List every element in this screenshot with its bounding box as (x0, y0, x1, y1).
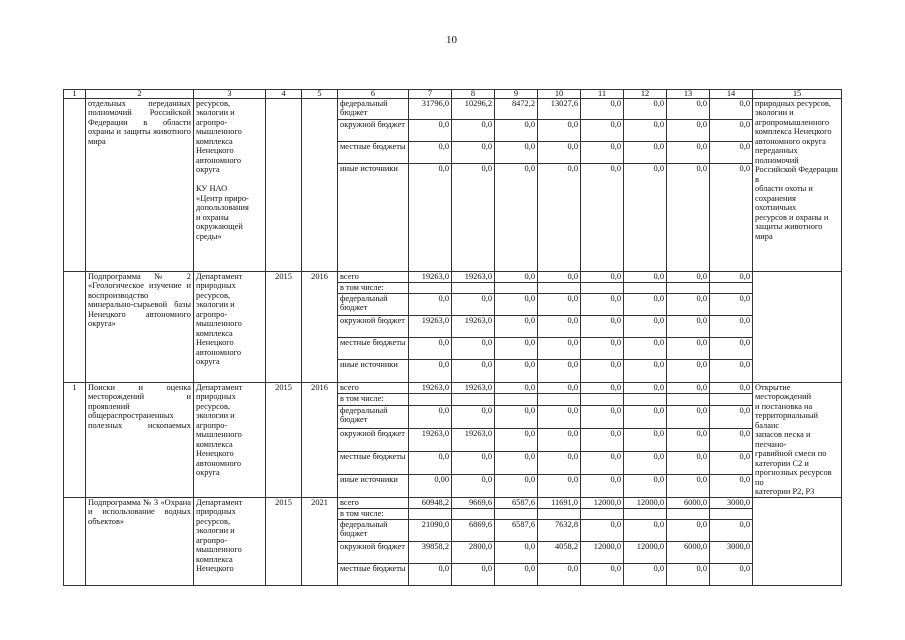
amount-cell: 0,0 (624, 519, 667, 541)
amount-cell (409, 394, 452, 405)
amount-cell: 0,0 (538, 142, 581, 164)
amount-cell: 39858,2 (409, 541, 452, 563)
amount-cell: 0,0 (667, 272, 710, 283)
column-number-4: 4 (266, 90, 302, 99)
row-number-cell (64, 497, 86, 585)
amount-cell: 10296,2 (452, 99, 495, 120)
column-number-9: 9 (495, 90, 538, 99)
amount-cell (495, 508, 538, 519)
amount-cell: 0,0 (624, 451, 667, 474)
amount-cell (538, 394, 581, 405)
amount-cell: 0,0 (538, 316, 581, 338)
table-row (64, 383, 842, 394)
amount-cell: 0,0 (495, 428, 538, 451)
amount-cell: 0,0 (710, 428, 753, 451)
funding-source-cell: иные источники (338, 164, 409, 272)
amount-cell (710, 283, 753, 294)
row-number-cell: 1 (64, 383, 86, 498)
amount-cell: 9669,6 (452, 497, 495, 508)
amount-cell: 19263,0 (452, 272, 495, 283)
amount-cell: 0,0 (581, 405, 624, 428)
amount-cell: 0,0 (581, 316, 624, 338)
table-row (64, 497, 842, 508)
funding-source-cell: в том числе: (338, 508, 409, 519)
column-number-7: 7 (409, 90, 452, 99)
amount-cell: 21090,0 (409, 519, 452, 541)
amount-cell (667, 283, 710, 294)
expected-result-cell: Открытие месторождений и постановка на территориальный баланс запасов песка и песчано- гравийной смеси по категории С2 и прогнозных ресурсов по категории Р2, Р3 (753, 383, 842, 498)
amount-cell: 0,0 (581, 563, 624, 585)
amount-cell: 0,0 (581, 272, 624, 283)
amount-cell: 0,0 (452, 474, 495, 497)
amount-cell (667, 394, 710, 405)
column-number-3: 3 (194, 90, 266, 99)
amount-cell: 0,0 (495, 142, 538, 164)
column-number-12: 12 (624, 90, 667, 99)
amount-cell: 0,0 (667, 563, 710, 585)
amount-cell: 6869,6 (452, 519, 495, 541)
amount-cell: 0,0 (710, 316, 753, 338)
budget-table (63, 89, 842, 586)
funding-source-cell: федеральный бюджет (338, 519, 409, 541)
amount-cell (624, 394, 667, 405)
amount-cell: 0,0 (409, 142, 452, 164)
amount-cell: 0,0 (409, 563, 452, 585)
amount-cell: 0,0 (409, 451, 452, 474)
amount-cell: 0,0 (538, 120, 581, 142)
funding-source-cell: в том числе: (338, 394, 409, 405)
amount-cell (624, 508, 667, 519)
amount-cell: 0,00 (409, 474, 452, 497)
amount-cell: 0,0 (667, 519, 710, 541)
amount-cell: 11691,0 (538, 497, 581, 508)
amount-cell: 0,0 (452, 294, 495, 316)
amount-cell: 0,0 (710, 294, 753, 316)
amount-cell: 0,0 (409, 294, 452, 316)
amount-cell (538, 508, 581, 519)
amount-cell: 0,0 (495, 120, 538, 142)
column-number-5: 5 (302, 90, 338, 99)
amount-cell: 0,0 (538, 272, 581, 283)
amount-cell (710, 394, 753, 405)
end-year-cell (302, 99, 338, 272)
amount-cell: 6587,6 (495, 497, 538, 508)
amount-cell: 0,0 (495, 474, 538, 497)
amount-cell: 0,0 (495, 294, 538, 316)
funding-source-cell: окружной бюджет (338, 316, 409, 338)
column-number-10: 10 (538, 90, 581, 99)
amount-cell: 0,0 (667, 316, 710, 338)
amount-cell: 0,0 (624, 405, 667, 428)
amount-cell: 0,0 (495, 541, 538, 563)
expected-result-cell: природных ресурсов, экологии и агропромышленного комплекса Ненецкого автономного округа переданных полномочий Российской Федерации в области охоты и сохранения охотничьих ресурсов и охраны и защиты животного мира (753, 99, 842, 272)
amount-cell: 0,0 (538, 405, 581, 428)
amount-cell: 2800,0 (452, 541, 495, 563)
amount-cell: 0,0 (409, 338, 452, 360)
amount-cell: 0,0 (624, 164, 667, 272)
page-number: 10 (446, 34, 457, 46)
amount-cell: 0,0 (624, 428, 667, 451)
amount-cell: 0,0 (710, 405, 753, 428)
amount-cell: 0,0 (667, 142, 710, 164)
amount-cell: 0,0 (452, 451, 495, 474)
amount-cell: 0,0 (581, 338, 624, 360)
amount-cell: 0,0 (538, 563, 581, 585)
amount-cell: 13027,6 (538, 99, 581, 120)
measure-name-cell: Подпрограмма № 2 «Геологическое изучение и воспроизводство минерально-сырьевой базы Ненецкого автономного округа» (86, 272, 194, 383)
amount-cell (495, 394, 538, 405)
expected-result-cell (753, 272, 842, 383)
column-number-11: 11 (581, 90, 624, 99)
amount-cell: 0,0 (581, 294, 624, 316)
amount-cell (581, 508, 624, 519)
amount-cell: 0,0 (581, 428, 624, 451)
amount-cell: 0,0 (624, 383, 667, 394)
amount-cell (538, 283, 581, 294)
amount-cell (710, 508, 753, 519)
start-year-cell (266, 99, 302, 272)
amount-cell: 0,0 (710, 99, 753, 120)
amount-cell: 0,0 (581, 142, 624, 164)
funding-source-cell: местные бюджеты (338, 338, 409, 360)
amount-cell: 19263,0 (452, 383, 495, 394)
amount-cell: 0,0 (581, 474, 624, 497)
column-number-row (64, 90, 842, 99)
amount-cell: 0,0 (538, 474, 581, 497)
measure-name-cell: отдельных переданных полномочий Российской Федерации в области охраны и защиты животного мира (86, 99, 194, 272)
amount-cell: 0,0 (409, 120, 452, 142)
amount-cell: 0,0 (710, 338, 753, 360)
funding-source-cell: окружной бюджет (338, 120, 409, 142)
amount-cell: 0,0 (495, 563, 538, 585)
amount-cell: 0,0 (710, 272, 753, 283)
executor-cell: Департамент природных ресурсов, экологии и агропро- мышленного комплекса Ненецкого автономного округа (194, 383, 266, 498)
amount-cell: 19263,0 (452, 428, 495, 451)
amount-cell: 0,0 (710, 563, 753, 585)
amount-cell (452, 283, 495, 294)
amount-cell: 60948,2 (409, 497, 452, 508)
start-year-cell: 2015 (266, 383, 302, 498)
amount-cell: 0,0 (710, 474, 753, 497)
amount-cell: 19263,0 (409, 316, 452, 338)
amount-cell: 0,0 (667, 99, 710, 120)
funding-source-cell: федеральный бюджет (338, 405, 409, 428)
amount-cell: 0,0 (495, 451, 538, 474)
amount-cell (581, 283, 624, 294)
column-number-6: 6 (338, 90, 409, 99)
amount-cell: 19263,0 (409, 428, 452, 451)
amount-cell (624, 283, 667, 294)
start-year-cell: 2015 (266, 272, 302, 383)
funding-source-cell: иные источники (338, 474, 409, 497)
amount-cell: 0,0 (495, 405, 538, 428)
amount-cell: 0,0 (409, 405, 452, 428)
amount-cell: 19263,0 (409, 272, 452, 283)
funding-source-cell: всего (338, 497, 409, 508)
funding-source-cell: всего (338, 383, 409, 394)
amount-cell: 0,0 (624, 294, 667, 316)
amount-cell: 0,0 (667, 383, 710, 394)
measure-name-cell: Подпрограмма № 3 «Охрана и использование водных объектов» (86, 497, 194, 585)
amount-cell: 0,0 (667, 474, 710, 497)
amount-cell (452, 508, 495, 519)
column-number-8: 8 (452, 90, 495, 99)
amount-cell: 0,0 (452, 120, 495, 142)
amount-cell (667, 508, 710, 519)
amount-cell: 0,0 (452, 563, 495, 585)
amount-cell: 0,0 (538, 383, 581, 394)
amount-cell: 6587,6 (495, 519, 538, 541)
end-year-cell: 2016 (302, 383, 338, 498)
amount-cell: 0,0 (581, 519, 624, 541)
amount-cell: 0,0 (624, 272, 667, 283)
expected-result-cell (753, 497, 842, 585)
amount-cell: 19263,0 (452, 316, 495, 338)
amount-cell: 0,0 (538, 294, 581, 316)
amount-cell: 0,0 (667, 294, 710, 316)
funding-source-cell: местные бюджеты (338, 142, 409, 164)
funding-source-cell: окружной бюджет (338, 541, 409, 563)
amount-cell: 0,0 (452, 338, 495, 360)
amount-cell: 0,0 (624, 338, 667, 360)
column-number-14: 14 (710, 90, 753, 99)
amount-cell: 0,0 (624, 360, 667, 383)
funding-source-cell: федеральный бюджет (338, 99, 409, 120)
amount-cell: 0,0 (495, 272, 538, 283)
amount-cell (452, 394, 495, 405)
amount-cell: 0,0 (710, 383, 753, 394)
amount-cell: 0,0 (495, 338, 538, 360)
amount-cell: 0,0 (581, 360, 624, 383)
funding-source-cell: окружной бюджет (338, 428, 409, 451)
amount-cell (495, 283, 538, 294)
amount-cell: 0,0 (581, 451, 624, 474)
amount-cell: 12000,0 (581, 541, 624, 563)
row-number-cell (64, 272, 86, 383)
amount-cell: 0,0 (624, 99, 667, 120)
amount-cell: 3000,0 (710, 497, 753, 508)
amount-cell: 0,0 (710, 164, 753, 272)
amount-cell: 0,0 (667, 405, 710, 428)
amount-cell: 0,0 (538, 428, 581, 451)
amount-cell: 12000,0 (581, 497, 624, 508)
amount-cell: 0,0 (581, 164, 624, 272)
amount-cell: 0,0 (452, 360, 495, 383)
amount-cell: 0,0 (409, 360, 452, 383)
amount-cell: 0,0 (667, 451, 710, 474)
funding-source-cell: иные источники (338, 360, 409, 383)
end-year-cell: 2021 (302, 497, 338, 585)
funding-source-cell: местные бюджеты (338, 563, 409, 585)
funding-source-cell: всего (338, 272, 409, 283)
amount-cell: 0,0 (495, 316, 538, 338)
amount-cell: 31796,0 (409, 99, 452, 120)
executor-cell: Департамент природных ресурсов, экологии и агропро- мышленного комплекса Ненецкого автономного округа (194, 272, 266, 383)
amount-cell: 0,0 (667, 428, 710, 451)
amount-cell: 0,0 (581, 383, 624, 394)
amount-cell: 6000,0 (667, 541, 710, 563)
amount-cell (581, 394, 624, 405)
table-row (64, 272, 842, 283)
amount-cell: 6000,0 (667, 497, 710, 508)
amount-cell: 0,0 (710, 142, 753, 164)
amount-cell: 0,0 (495, 164, 538, 272)
amount-cell: 4058,2 (538, 541, 581, 563)
amount-cell: 0,0 (667, 338, 710, 360)
row-number-cell (64, 99, 86, 272)
amount-cell: 0,0 (624, 563, 667, 585)
amount-cell: 0,0 (710, 519, 753, 541)
amount-cell: 0,0 (538, 164, 581, 272)
amount-cell: 0,0 (538, 338, 581, 360)
amount-cell: 0,0 (624, 142, 667, 164)
funding-source-cell: федеральный бюджет (338, 294, 409, 316)
amount-cell: 0,0 (495, 360, 538, 383)
executor-cell: ресурсов, экологии и агропро- мышленного комплекса Ненецкого автономного округа КУ НАО «Центр приро- допользования и охраны окружающей среды» (194, 99, 266, 272)
amount-cell: 0,0 (452, 164, 495, 272)
amount-cell: 19263,0 (409, 383, 452, 394)
amount-cell: 0,0 (710, 120, 753, 142)
column-number-15: 15 (753, 90, 842, 99)
funding-source-cell: в том числе: (338, 283, 409, 294)
amount-cell: 12000,0 (624, 497, 667, 508)
amount-cell: 0,0 (452, 142, 495, 164)
amount-cell: 8472,2 (495, 99, 538, 120)
amount-cell (409, 508, 452, 519)
amount-cell: 0,0 (581, 99, 624, 120)
amount-cell: 12000,0 (624, 541, 667, 563)
amount-cell: 0,0 (452, 405, 495, 428)
end-year-cell: 2016 (302, 272, 338, 383)
amount-cell: 0,0 (710, 360, 753, 383)
start-year-cell: 2015 (266, 497, 302, 585)
amount-cell: 0,0 (624, 120, 667, 142)
amount-cell: 0,0 (667, 360, 710, 383)
amount-cell: 0,0 (624, 474, 667, 497)
column-number-1: 1 (64, 90, 86, 99)
column-number-13: 13 (667, 90, 710, 99)
amount-cell: 3000,0 (710, 541, 753, 563)
amount-cell: 0,0 (581, 120, 624, 142)
table-row (64, 99, 842, 120)
amount-cell: 0,0 (538, 451, 581, 474)
funding-source-cell: местные бюджеты (338, 451, 409, 474)
amount-cell: 7632,8 (538, 519, 581, 541)
amount-cell: 0,0 (624, 316, 667, 338)
amount-cell: 0,0 (710, 451, 753, 474)
amount-cell: 0,0 (667, 120, 710, 142)
amount-cell (409, 283, 452, 294)
column-number-2: 2 (86, 90, 194, 99)
measure-name-cell: Поиски и оценка месторождений и проявлений общераспространенных полезных ископаемых (86, 383, 194, 498)
amount-cell: 0,0 (667, 164, 710, 272)
amount-cell: 0,0 (495, 383, 538, 394)
amount-cell: 0,0 (538, 360, 581, 383)
executor-cell: Департамент природных ресурсов, экологии и агропро- мышленного комплекса Ненецкого (194, 497, 266, 585)
amount-cell: 0,0 (409, 164, 452, 272)
